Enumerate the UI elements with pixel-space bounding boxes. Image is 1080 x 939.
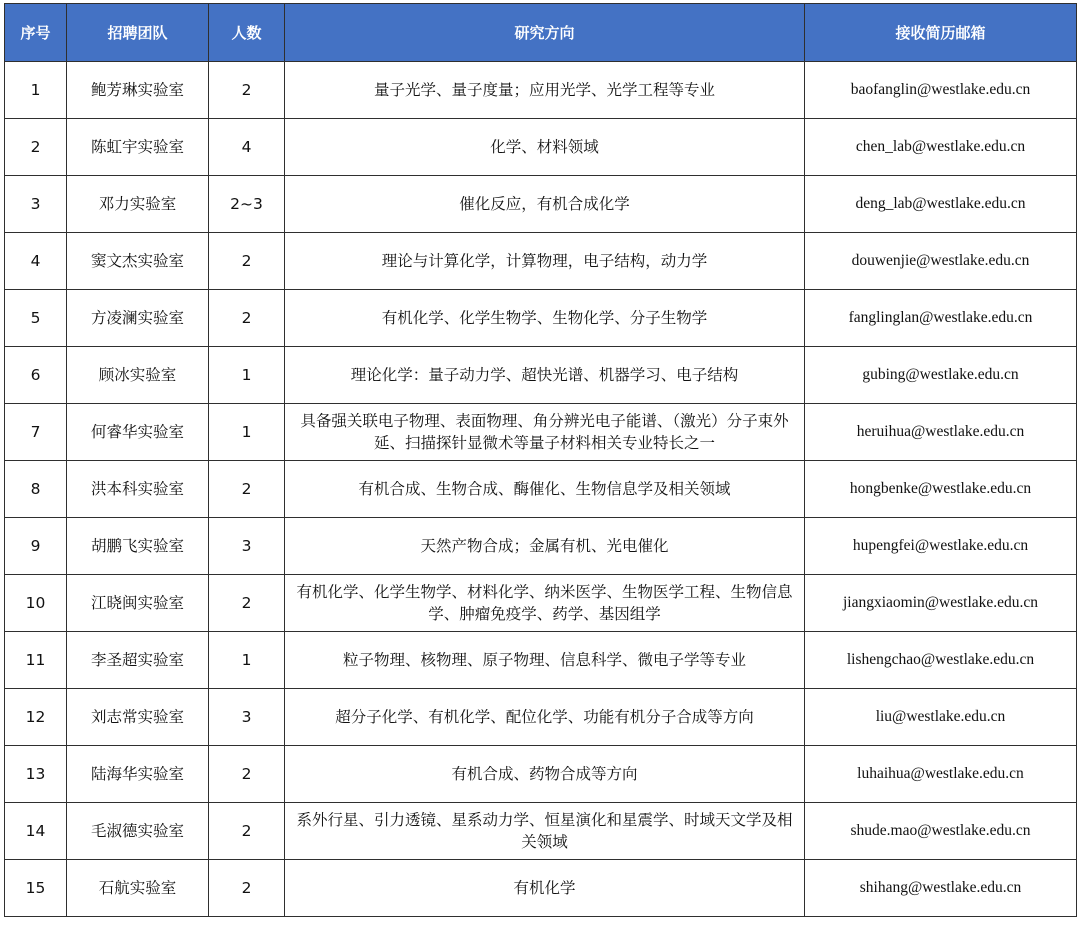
row-email: shude.mao@westlake.edu.cn [805, 803, 1077, 860]
row-count: 2 [209, 461, 285, 518]
table-row [5, 119, 1077, 176]
row-index: 1 [5, 62, 67, 119]
row-team: 胡鹏飞实验室 [67, 518, 209, 575]
row-email: heruihua@westlake.edu.cn [805, 404, 1077, 461]
row-count: 3 [209, 689, 285, 746]
row-direction: 量子光学、量子度量；应用光学、光学工程等专业 [285, 62, 805, 119]
row-team: 何睿华实验室 [67, 404, 209, 461]
table-row [5, 860, 1077, 917]
row-index: 12 [5, 689, 67, 746]
row-index: 13 [5, 746, 67, 803]
row-team: 陆海华实验室 [67, 746, 209, 803]
table-row [5, 176, 1077, 233]
row-team: 石航实验室 [67, 860, 209, 917]
row-count: 1 [209, 632, 285, 689]
row-index: 7 [5, 404, 67, 461]
row-team: 李圣超实验室 [67, 632, 209, 689]
header-index: 序号 [5, 4, 67, 62]
row-team: 窦文杰实验室 [67, 233, 209, 290]
row-count: 4 [209, 119, 285, 176]
row-count: 2 [209, 803, 285, 860]
table-row [5, 290, 1077, 347]
row-direction: 有机化学、化学生物学、材料化学、纳米医学、生物医学工程、生物信息学、肿瘤免疫学、药学、基因组学 [285, 575, 805, 632]
row-count: 2 [209, 860, 285, 917]
row-team: 洪本科实验室 [67, 461, 209, 518]
row-team: 江晓闽实验室 [67, 575, 209, 632]
header-team: 招聘团队 [67, 4, 209, 62]
row-email: deng_lab@westlake.edu.cn [805, 176, 1077, 233]
row-email: hongbenke@westlake.edu.cn [805, 461, 1077, 518]
row-direction: 理论化学：量子动力学、超快光谱、机器学习、电子结构 [285, 347, 805, 404]
row-count: 2 [209, 746, 285, 803]
table-row [5, 632, 1077, 689]
header-count: 人数 [209, 4, 285, 62]
row-team: 方凌澜实验室 [67, 290, 209, 347]
row-count: 2 [209, 290, 285, 347]
table-header-row [5, 4, 1077, 62]
row-count: 2 [209, 575, 285, 632]
row-direction: 粒子物理、核物理、原子物理、信息科学、微电子学等专业 [285, 632, 805, 689]
row-direction: 系外行星、引力透镜、星系动力学、恒星演化和星震学、时域天文学及相关领域 [285, 803, 805, 860]
row-direction: 理论与计算化学，计算物理，电子结构，动力学 [285, 233, 805, 290]
row-count: 2 [209, 62, 285, 119]
row-email: chen_lab@westlake.edu.cn [805, 119, 1077, 176]
row-direction: 催化反应，有机合成化学 [285, 176, 805, 233]
row-email: hupengfei@westlake.edu.cn [805, 518, 1077, 575]
row-count: 1 [209, 404, 285, 461]
row-team: 刘志常实验室 [67, 689, 209, 746]
row-index: 15 [5, 860, 67, 917]
row-direction: 天然产物合成；金属有机、光电催化 [285, 518, 805, 575]
row-index: 6 [5, 347, 67, 404]
table-row [5, 689, 1077, 746]
table-row [5, 803, 1077, 860]
row-email: jiangxiaomin@westlake.edu.cn [805, 575, 1077, 632]
row-direction: 具备强关联电子物理、表面物理、角分辨光电子能谱、（激光）分子束外延、扫描探针显微术等量子材料相关专业特长之一 [285, 404, 805, 461]
row-count: 1 [209, 347, 285, 404]
row-index: 11 [5, 632, 67, 689]
row-team: 顾冰实验室 [67, 347, 209, 404]
row-count: 2 [209, 233, 285, 290]
row-count: 2~3 [209, 176, 285, 233]
table-row [5, 404, 1077, 461]
row-count: 3 [209, 518, 285, 575]
row-email: lishengchao@westlake.edu.cn [805, 632, 1077, 689]
row-email: luhaihua@westlake.edu.cn [805, 746, 1077, 803]
header-direction: 研究方向 [285, 4, 805, 62]
row-direction: 有机合成、生物合成、酶催化、生物信息学及相关领域 [285, 461, 805, 518]
row-team: 陈虹宇实验室 [67, 119, 209, 176]
row-index: 2 [5, 119, 67, 176]
row-email: shihang@westlake.edu.cn [805, 860, 1077, 917]
row-team: 鲍芳琳实验室 [67, 62, 209, 119]
row-direction: 超分子化学、有机化学、配位化学、功能有机分子合成等方向 [285, 689, 805, 746]
row-index: 9 [5, 518, 67, 575]
row-email: gubing@westlake.edu.cn [805, 347, 1077, 404]
row-index: 14 [5, 803, 67, 860]
row-email: douwenjie@westlake.edu.cn [805, 233, 1077, 290]
table-row [5, 347, 1077, 404]
table-row [5, 575, 1077, 632]
row-team: 毛淑德实验室 [67, 803, 209, 860]
recruitment-table [4, 3, 1077, 917]
table-row [5, 518, 1077, 575]
header-email: 接收简历邮箱 [805, 4, 1077, 62]
table-row [5, 233, 1077, 290]
row-direction: 有机合成、药物合成等方向 [285, 746, 805, 803]
row-direction: 有机化学 [285, 860, 805, 917]
row-email: liu@westlake.edu.cn [805, 689, 1077, 746]
row-team: 邓力实验室 [67, 176, 209, 233]
table-row [5, 746, 1077, 803]
row-index: 5 [5, 290, 67, 347]
row-direction: 化学、材料领域 [285, 119, 805, 176]
row-email: fanglinglan@westlake.edu.cn [805, 290, 1077, 347]
row-index: 4 [5, 233, 67, 290]
table-row [5, 461, 1077, 518]
row-direction: 有机化学、化学生物学、生物化学、分子生物学 [285, 290, 805, 347]
row-index: 8 [5, 461, 67, 518]
row-email: baofanglin@westlake.edu.cn [805, 62, 1077, 119]
row-index: 3 [5, 176, 67, 233]
table-row [5, 62, 1077, 119]
row-index: 10 [5, 575, 67, 632]
